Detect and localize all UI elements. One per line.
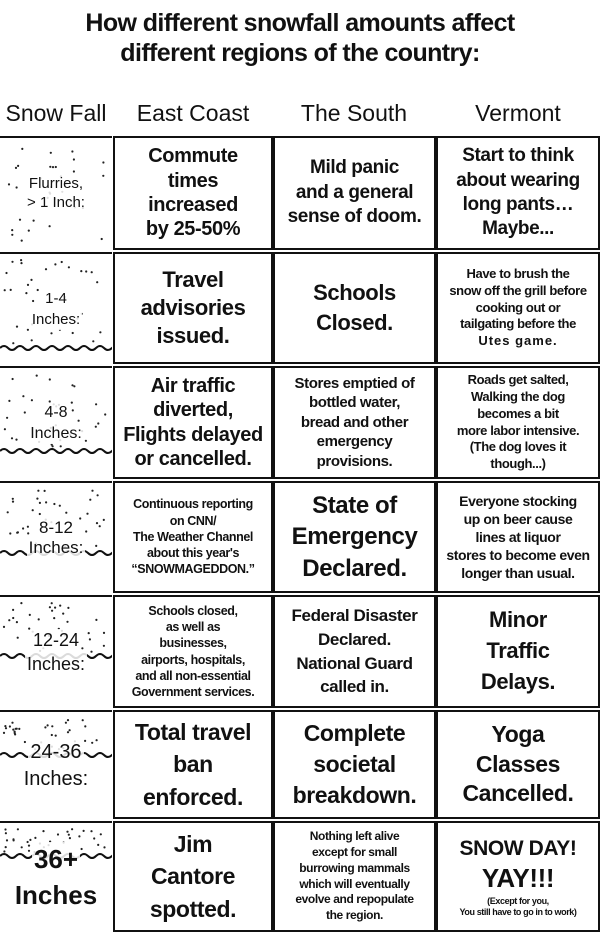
cell-line: Everyone stocking xyxy=(459,492,577,509)
cell-line: issued. xyxy=(156,323,230,349)
cell-line: burrowing mammals xyxy=(299,860,410,875)
cell-line: emergency xyxy=(316,433,393,451)
cell-line: Traffic xyxy=(486,638,550,664)
amount-line: Inches: xyxy=(22,766,90,793)
cell-line: Have to brush the xyxy=(466,265,570,281)
amount-line: 12-24 xyxy=(31,629,81,652)
cell-east xyxy=(113,710,273,819)
amount-line: Inches: xyxy=(25,653,87,676)
cell-line: Declared. xyxy=(302,554,407,582)
cell-line: societal xyxy=(313,750,396,777)
table-row xyxy=(0,252,600,364)
cell-line: Cancelled. xyxy=(462,780,574,807)
cell-line: The Weather Channel xyxy=(133,529,253,544)
cell-line: Mild panic xyxy=(310,156,399,178)
vermont-text xyxy=(446,492,589,583)
cell-line: though...) xyxy=(490,456,546,472)
amount-line: Inches: xyxy=(28,424,84,445)
cell-south xyxy=(273,821,436,932)
cell-line: Classes xyxy=(475,750,561,777)
cell-line: advisories xyxy=(140,294,246,320)
cell-line: by 25-50% xyxy=(145,218,241,241)
snowfall-amount-label xyxy=(0,823,112,932)
cell-line: Federal Disaster xyxy=(291,605,418,625)
vermont-text xyxy=(456,144,580,241)
cell-line: You still have to go in to work) xyxy=(459,907,577,918)
snowfall-amount-label xyxy=(0,483,112,593)
amount-line: Inches: xyxy=(31,311,81,328)
cell-line: on CNN/ xyxy=(169,513,217,528)
amount-line: Inches xyxy=(13,878,99,913)
cell-line: tailgating before the xyxy=(460,316,576,332)
cell-south xyxy=(273,710,436,819)
table-row xyxy=(0,710,600,819)
cell-vermont xyxy=(436,710,600,819)
cell-line: Maybe... xyxy=(482,218,554,240)
cell-line: Cantore xyxy=(150,863,236,890)
snowfall-amount-label xyxy=(0,712,112,819)
amount-line: Flurries, xyxy=(28,175,84,193)
south-text xyxy=(295,829,413,925)
amount-line: 36+ xyxy=(32,842,80,877)
cell-vermont xyxy=(436,595,600,708)
table-row xyxy=(0,821,600,932)
snowfall-cell xyxy=(0,821,112,932)
cell-line: as well as xyxy=(165,620,221,634)
vermont-text xyxy=(457,372,579,473)
cell-line: about wearing xyxy=(456,169,580,191)
cell-line: ban xyxy=(173,751,213,778)
cell-line: becomes a bit xyxy=(477,405,559,421)
cell-south xyxy=(273,595,436,708)
cell-line: snow off the grill before xyxy=(449,282,587,298)
cell-east xyxy=(113,252,273,364)
cell-vermont xyxy=(436,481,600,593)
cell-line: airports, hospitals, xyxy=(141,652,245,667)
south-text xyxy=(288,156,422,230)
cell-vermont xyxy=(436,821,600,932)
cell-line: “SNOWMAGEDDON.” xyxy=(131,562,255,577)
header-the-south: The South xyxy=(300,100,408,126)
cell-line: Jim xyxy=(173,831,213,858)
south-text xyxy=(313,278,396,337)
cell-line: the region. xyxy=(326,908,383,923)
east-text xyxy=(132,603,255,701)
cell-line: Total travel xyxy=(134,719,252,746)
snowfall-amount-label xyxy=(0,597,112,708)
cell-line: breakdown. xyxy=(292,782,417,809)
amount-line: Inches: xyxy=(28,538,84,557)
cell-south xyxy=(273,366,436,479)
cell-line: Yoga xyxy=(491,720,545,747)
cell-line: bottled water, xyxy=(308,394,401,412)
cell-line: SNOW DAY! xyxy=(459,837,577,861)
snowfall-cell xyxy=(0,136,112,250)
cell-line: National Guard xyxy=(296,653,413,673)
cell-line: Emergency xyxy=(291,523,418,551)
cell-line: businesses, xyxy=(159,636,227,651)
cell-line: bread and other xyxy=(300,413,409,431)
cell-line: Start to think xyxy=(462,145,574,167)
east-text xyxy=(135,716,251,813)
cell-line: lines at liquor xyxy=(475,528,561,545)
table-row xyxy=(0,136,600,250)
snowfall-cell xyxy=(0,366,112,479)
south-text xyxy=(293,718,417,811)
cell-vermont xyxy=(436,252,600,364)
cell-line: Walking the dog xyxy=(471,388,565,404)
cell-vermont xyxy=(436,136,600,250)
cell-line: (The dog loves it xyxy=(469,439,567,455)
cell-line: Flights delayed xyxy=(123,423,263,446)
title-line-1: How different snowfall amounts affect xyxy=(85,9,515,37)
cell-line: about this year's xyxy=(146,546,240,561)
cell-line: longer than usual. xyxy=(461,565,575,582)
cell-line: Roads get salted, xyxy=(467,371,569,387)
east-text xyxy=(150,828,236,925)
snowfall-cell xyxy=(0,595,112,708)
amount-line: 24-36 xyxy=(28,739,83,766)
cell-line: Travel xyxy=(162,266,224,292)
cell-line: Schools xyxy=(313,280,396,306)
cell-line: times xyxy=(167,169,219,192)
cell-line: increased xyxy=(148,194,238,216)
cell-line: or cancelled. xyxy=(134,447,252,470)
cell-line: Complete xyxy=(303,719,406,746)
cell-east xyxy=(113,136,273,250)
cell-line: Commute xyxy=(148,145,238,168)
cell-south xyxy=(273,481,436,593)
cell-east xyxy=(113,821,273,932)
cell-east xyxy=(113,366,273,479)
cell-line: more labor intensive. xyxy=(456,422,580,438)
vermont-text xyxy=(449,266,586,350)
amount-line: 4-8 xyxy=(42,403,69,424)
cell-line: except for small xyxy=(312,844,397,859)
cell-line: Government services. xyxy=(131,685,255,699)
cell-east xyxy=(113,595,273,708)
cell-line: Delays. xyxy=(480,668,556,694)
cell-line: long pants… xyxy=(462,194,574,215)
vermont-text xyxy=(462,720,573,810)
cell-line: Declared. xyxy=(318,629,391,649)
snowfall-amount-label xyxy=(0,368,112,479)
table-row xyxy=(0,595,600,708)
cell-line: stores to become even xyxy=(446,547,590,564)
header-east-coast: East Coast xyxy=(136,100,250,126)
cell-line: evolve and repopulate xyxy=(295,892,414,907)
vermont-text xyxy=(459,835,576,918)
cell-vermont xyxy=(436,366,600,479)
snowfall-cell xyxy=(0,710,112,819)
header-snow-fall: Snow Fall xyxy=(5,100,107,126)
cell-line: Closed. xyxy=(316,310,393,335)
snowfall-cell xyxy=(0,481,112,593)
vermont-text xyxy=(481,605,555,697)
cell-line: (Except for you, xyxy=(487,896,549,907)
cell-line: Air traffic xyxy=(150,374,236,397)
amount-line: 8-12 xyxy=(38,517,74,537)
cell-line: up on beer cause xyxy=(463,510,573,527)
cell-line: State of xyxy=(312,492,397,520)
cell-line: provisions. xyxy=(316,452,393,470)
header-vermont: Vermont xyxy=(475,100,561,126)
cell-line: Minor xyxy=(489,607,547,633)
east-text xyxy=(131,496,254,577)
cell-east xyxy=(113,481,273,593)
amount-line: > 1 Inch: xyxy=(27,194,85,211)
cell-line: spotted. xyxy=(149,895,237,922)
cell-south xyxy=(273,252,436,364)
east-text xyxy=(123,374,263,472)
cell-line: sense of doom. xyxy=(287,206,422,228)
amount-line: 1-4 xyxy=(45,290,67,307)
east-text xyxy=(146,144,240,242)
cell-line: and all non-essential xyxy=(135,668,251,683)
cell-south xyxy=(273,136,436,250)
snowfall-amount-label xyxy=(0,254,112,364)
cell-line: and a general xyxy=(295,181,414,203)
snowfall-cell xyxy=(0,252,112,364)
cell-line: cooking out or xyxy=(475,299,561,315)
title-line-2: different regions of the country: xyxy=(120,39,480,67)
table-row xyxy=(0,481,600,593)
cell-line: enforced. xyxy=(143,783,243,810)
cell-line: called in. xyxy=(320,677,389,697)
cell-line: Continuous reporting xyxy=(133,497,253,512)
cell-line: Schools closed, xyxy=(148,603,238,618)
cell-line: Stores emptied of xyxy=(294,374,415,392)
cell-line: Utes game. xyxy=(478,333,558,349)
south-text xyxy=(295,374,415,472)
cell-line: Nothing left alive xyxy=(309,828,400,843)
snowfall-amount-label xyxy=(0,138,112,250)
cell-line: YAY!!! xyxy=(481,863,555,894)
cell-line: diverted, xyxy=(153,399,233,422)
cell-line: which will eventually xyxy=(299,876,410,891)
east-text xyxy=(141,266,246,350)
south-text xyxy=(292,490,418,584)
table-row xyxy=(0,366,600,479)
south-text xyxy=(292,604,418,699)
